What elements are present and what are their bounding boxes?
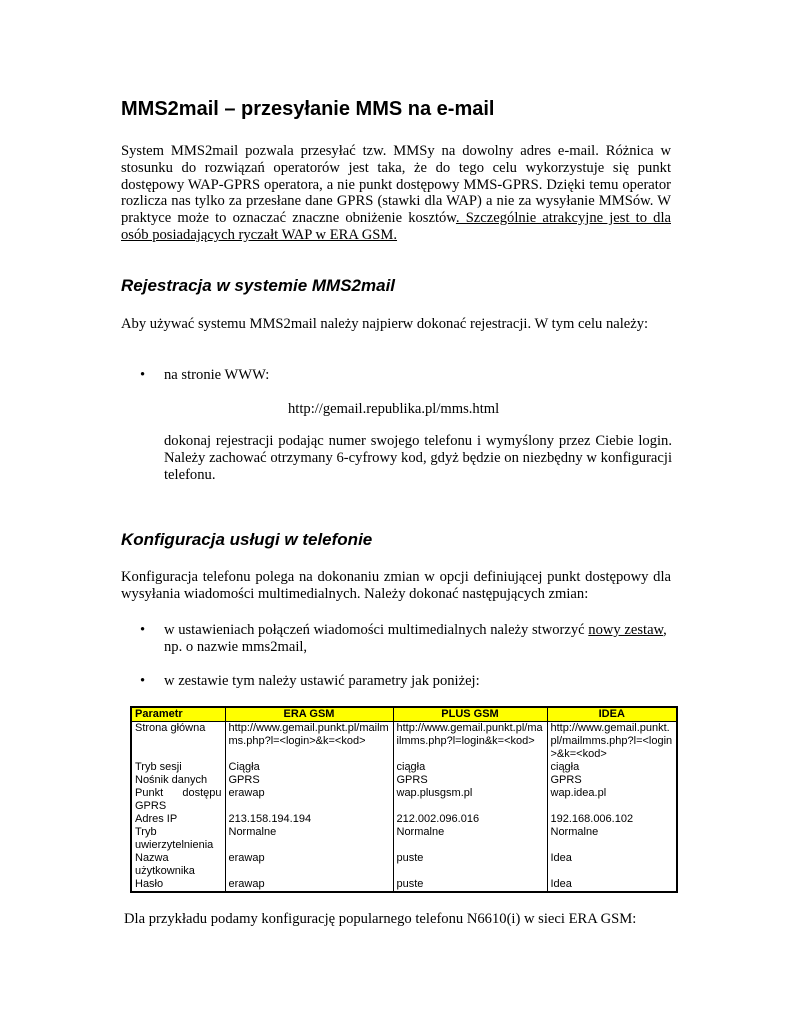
- param-label: Punkt dostępu GPRS: [131, 787, 225, 813]
- era-value: 213.158.194.194: [225, 813, 393, 826]
- era-value: GPRS: [225, 774, 393, 787]
- plus-value: Normalne: [393, 826, 547, 852]
- new-set-link: nowy zestaw: [588, 622, 664, 638]
- param-label: Tryb sesji: [131, 761, 225, 774]
- registration-heading: Rejestracja w systemie MMS2mail: [121, 276, 396, 295]
- idea-value: 192.168.006.102: [547, 813, 677, 826]
- parameters-table: [130, 706, 678, 893]
- config-intro: Konfiguracja telefonu polega na dokonaniu zmian w opcji definiującej punkt dostępowy dla wysyłania wiadomości multimedialnych. Należy dokonać następujących zmian:: [121, 569, 671, 602]
- intro-paragraph: [121, 143, 671, 244]
- idea-value: Normalne: [547, 826, 677, 852]
- param-label: Tryb uwierzytelnienia: [131, 826, 225, 852]
- idea-value: Idea: [547, 852, 677, 878]
- era-value: erawap: [225, 787, 393, 813]
- table-header-row: [131, 707, 677, 722]
- bullet-symbol: •: [140, 367, 146, 383]
- bullet-symbol: •: [140, 622, 146, 638]
- intro-underlined-text: . Szczególnie atrakcyjne jest to dla osób posiadających ryczałt WAP w ERA GSM.: [121, 210, 671, 243]
- closing-paragraph: Dla przykładu podamy konfigurację popularnego telefonu N6610(i) w sieci ERA GSM:: [124, 911, 637, 927]
- table-row: [131, 774, 677, 787]
- era-value: erawap: [225, 878, 393, 892]
- idea-value: http://www.gemail.punkt.pl/mailmms.php?l=<login>&k=<kod>: [547, 722, 677, 762]
- header-era-gsm: ERA GSM: [225, 707, 393, 722]
- plus-value: GPRS: [393, 774, 547, 787]
- plus-value: ciągła: [393, 761, 547, 774]
- param-label: Nazwa użytkownika: [131, 852, 225, 878]
- table-row: [131, 761, 677, 774]
- registration-bullet-text: na stronie WWW:: [164, 367, 270, 383]
- param-label: Adres IP: [131, 813, 225, 826]
- table-row: [131, 852, 677, 878]
- intro-text: System MMS2mail pozwala przesyłać tzw. MMSy na dowolny adres e-mail. Różnica w stosunku do rozwiązań operatorów jest taka, że do tego celu wykorzystuje się punkt dostępowy WAP-GPRS operatora, a nie punkt dostępowy MMS-GPRS. Dzięki temu operator rozlicza nas tylko za przesłane dane GPRS (stawki dla WAP) a nie za wysyłanie MMSów. W praktyce może to oznaczać znaczne obniżenie kosztów: [121, 143, 671, 227]
- table-row: [131, 813, 677, 826]
- config-bullet-1-after: , np. o nazwie mms2mail,: [164, 622, 667, 655]
- config-bullet-2: w zestawie tym należy ustawić parametry jak poniżej:: [164, 673, 480, 689]
- plus-value: http://www.gemail.punkt.pl/mailmms.php?l=login&k=<kod>: [393, 722, 547, 762]
- table-row: [131, 787, 677, 813]
- table-row: [131, 826, 677, 852]
- param-label: Nośnik danych: [131, 774, 225, 787]
- registration-intro: Aby używać systemu MMS2mail należy najpierw dokonać rejestracji. W tym celu należy:: [121, 316, 649, 332]
- header-idea: IDEA: [547, 707, 677, 722]
- table-row: [131, 722, 677, 762]
- era-value: Normalne: [225, 826, 393, 852]
- registration-instruction: dokonaj rejestracji podając numer swojego telefonu i wymyślony przez Ciebie login. Należy zachować otrzymany 6-cyfrowy kod, gdyż będzie on niezbędny w konfiguracji telefonu.: [164, 433, 672, 483]
- header-parametr: Parametr: [131, 707, 225, 722]
- registration-url: http://gemail.republika.pl/mms.html: [288, 401, 500, 417]
- config-bullet-1: [164, 622, 672, 656]
- idea-value: wap.idea.pl: [547, 787, 677, 813]
- plus-value: wap.plusgsm.pl: [393, 787, 547, 813]
- header-plus-gsm: PLUS GSM: [393, 707, 547, 722]
- table-row: [131, 878, 677, 892]
- plus-value: puste: [393, 852, 547, 878]
- idea-value: GPRS: [547, 774, 677, 787]
- idea-value: ciągła: [547, 761, 677, 774]
- plus-value: puste: [393, 878, 547, 892]
- era-value: http://www.gemail.punkt.pl/mailmms.php?l=<login>&k=<kod>: [225, 722, 393, 762]
- plus-value: 212.002.096.016: [393, 813, 547, 826]
- param-label: Hasło: [131, 878, 225, 892]
- idea-value: Idea: [547, 878, 677, 892]
- bullet-symbol: •: [140, 673, 146, 689]
- era-value: Ciągła: [225, 761, 393, 774]
- document-title: MMS2mail – przesyłanie MMS na e-mail: [121, 98, 495, 120]
- config-heading: Konfiguracja usługi w telefonie: [121, 530, 373, 549]
- era-value: erawap: [225, 852, 393, 878]
- config-bullet-1-before: w ustawieniach połączeń wiadomości multimedialnych należy stworzyć: [164, 622, 589, 638]
- param-label: Strona główna: [131, 722, 225, 762]
